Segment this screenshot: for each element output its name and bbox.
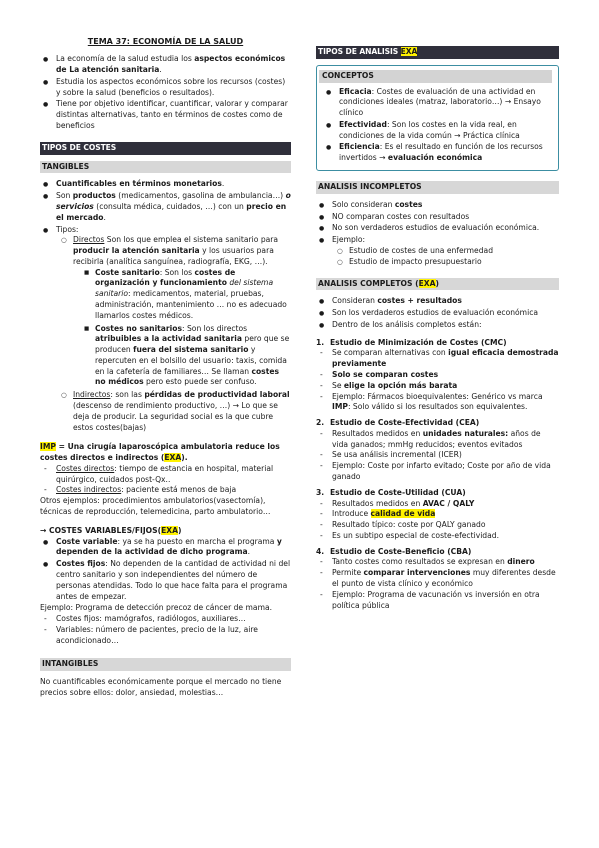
list-item: ● Eficacia: Costes de evaluación de una actividad en condiciones ideales (matraz, laboratorio…) → Ensayo clínico: [339, 87, 552, 119]
list-item: ○ Estudio de impacto presupuestario: [349, 257, 559, 268]
list-item: - Se usa análisis incremental (ICER): [332, 450, 559, 461]
list-item: ● Cuantificables en términos monetarios.: [56, 179, 291, 190]
ejemplo-list: [40, 614, 291, 646]
list-item: - Costes directos: tiempo de estancia en hospital, material quirúrgico, cuidados post-Qx..: [56, 464, 291, 486]
left-column: [40, 0, 291, 699]
list-item: - Es un subtipo especial de coste-efectividad.: [332, 531, 559, 542]
page-title: TEMA 37: ECONOMÍA DE LA SALUD: [87, 37, 244, 46]
imp-note: IMP = Una cirugía laparoscópica ambulatoria reduce los costes directos e indirectos (EXA).: [40, 442, 280, 463]
list-item: ● Ejemplo: ○ Estudio de costes de una enfermedad ○ Estudio de impacto presupuestario: [332, 235, 559, 267]
list-item: ● Son productos (medicamentos, gasolina de ambulancia…) o servicios (consulta médica, cuidados, …) con un precio en el mercado.: [56, 191, 291, 223]
list-item: - Tanto costes como resultados se expresan en dinero: [332, 557, 559, 568]
list-item: ● Son los verdaderos estudios de evaluación económica: [332, 308, 559, 319]
list-item: - Variables: número de pacientes, precio de la luz, aire acondicionado…: [56, 625, 291, 647]
list-item: ● Tipos: ○ Directos Son los que emplea el sistema sanitario para producir la atención sanitaria y los usuarios para recibirla (analítica sanguínea, radiografía, EKG, …). ■ Coste sanitario: Son los costes de organización y funcionamiento del sistema sanitario: medicamentos, material, pruebas, administración, mantenimiento … no es adecuado llamarlos costes médicos. ■ Costes no sanitarios: Son los directos atribuibles a la actividad sanitaria pero que se producen fuera del sistema sanitario y repercuten en el bolsillo del usuario: taxis, comida en la cafetería de familiares… Se llaman costes no médicos pero esto puede ser confuso. ○ Indirectos: son las pérdidas de productividad laboral (descenso de rendimiento productivo, …) → Lo que se deja de producir. La seguridad social es la que cubre estos costes(bajas): [56, 225, 291, 434]
list-item: ● Solo consideran costes: [332, 200, 559, 211]
list-item: ○ Estudio de costes de una enfermedad: [349, 246, 559, 257]
list-item: ● Costes fijos: No dependen de la cantidad de actividad ni del centro sanitario y son independientes del número de personas atendidas. Todo lo que hace falta para el programa antes de empezar.: [56, 559, 291, 602]
completos-list: [316, 296, 559, 330]
list-item: ● Dentro de los análisis completos están:: [332, 320, 559, 331]
concepts-box: [316, 65, 559, 171]
list-item: - Costes indirectos: paciente está menos de baja: [56, 485, 291, 496]
study-cba: 4. Estudio de Coste-Beneficio (CBA) - Tanto costes como resultados se expresan en dinero - Permite comparar intervenciones muy diferentes desde el punto de vista clínico y económico - Ejemplo: Programa de vacunación vs inversión en otra política pública: [316, 547, 559, 612]
list-item: - Resultado típico: coste por QALY ganado: [332, 520, 559, 531]
imp-list: [40, 464, 291, 496]
list-item: - Resultados medidos en unidades naturales: años de vida ganados; mmHg reducidos; eventos evitados: [332, 429, 559, 451]
subheading-incompletos: ANALISIS INCOMPLETOS: [316, 181, 559, 194]
intangibles-text: No cuantificables económicamente porque el mercado no tiene precios sobre ellos: dolor, ansiedad, molestias…: [40, 677, 282, 697]
studies-list: [316, 338, 559, 612]
list-item: - Solo se comparan costes: [332, 370, 559, 381]
subheading-tangibles: TANGIBLES: [40, 161, 291, 174]
otros-ejemplos: Otros ejemplos: procedimientos ambulatorios(vasectomía), técnicas de reproducción, telemedicina, parto ambulatorio…: [40, 496, 271, 517]
directos-sublist: [73, 268, 291, 389]
tangibles-list: [40, 179, 291, 433]
list-item: - Ejemplo: Coste por infarto evitado; Coste por año de vida ganado: [332, 461, 559, 483]
list-item: - Introduce calidad de vida: [332, 509, 559, 520]
list-item: ● Tiene por objetivo identificar, cuantificar, valorar y comparar distintas alternativas, tanto en términos de costes como de beneficios: [56, 99, 291, 131]
list-item: - Ejemplo: Fármacos bioequivalentes: Genérico vs marca IMP: Solo válido si los resultados son equivalentes.: [332, 392, 559, 414]
concepts-heading: CONCEPTOS: [319, 70, 552, 83]
section-heading-tipos-costes: TIPOS DE COSTES: [40, 142, 291, 155]
list-item: ● Efectividad: Son los costes en la vida real, en condiciones de la vida común → Práctica clínica: [339, 120, 552, 142]
incompletos-examples: [332, 246, 559, 268]
list-item: ● Estudia los aspectos económicos sobre los recursos (costes) y sobre la salud (beneficios o resultados).: [56, 77, 291, 99]
list-item: - Se comparan alternativas con igual eficacia demostrada previamente: [332, 348, 559, 370]
section-heading-tipos-analisis: TIPOS DE ANALISIS EXA: [316, 46, 559, 59]
intro-list: [40, 54, 291, 131]
list-item: ● NO comparan costes con resultados: [332, 212, 559, 223]
ejemplo-programa: Ejemplo: Programa de detección precoz de cáncer de mama.: [40, 603, 273, 613]
tipos-sublist: [56, 235, 291, 433]
list-item: ● La economía de la salud estudia los aspectos económicos de La atención sanitaria.: [56, 54, 291, 76]
list-item: - Resultados medidos en AVAC / QALY: [332, 499, 559, 510]
list-item: - Costes fijos: mamógrafos, radiólogos, auxiliares…: [56, 614, 291, 625]
list-item: ■ Coste sanitario: Son los costes de organización y funcionamiento del sistema sanitario: medicamentos, material, pruebas, administración, mantenimiento … no es adecuado llamarlos costes médicos.: [95, 268, 291, 322]
study-cua: 3. Estudio de Coste-Utilidad (CUA) - Resultados medidos en AVAC / QALY - Introduce calidad de vida - Resultado típico: coste por QALY ganado - Es un subtipo especial de coste-efectividad.: [316, 488, 559, 542]
list-item-indirectos: ○ Indirectos: son las pérdidas de productividad laboral (descenso de rendimiento productivo, …) → Lo que se deja de producir. La seguridad social es la que cubre estos costes(bajas): [73, 390, 291, 433]
list-item: ● Coste variable: ya se ha puesto en marcha el programa y dependen de la actividad de dicho programa.: [56, 537, 291, 559]
list-item-directos: ○ Directos Son los que emplea el sistema sanitario para producir la atención sanitaria y los usuarios para recibirla (analítica sanguínea, radiografía, EKG, …). ■ Coste sanitario: Son los costes de organización y funcionamiento del sistema sanitario: medicamentos, material, pruebas, administración, mantenimiento … no es adecuado llamarlos costes médicos. ■ Costes no sanitarios: Son los directos atribuibles a la actividad sanitaria pero que se producen fuera del sistema sanitario y repercuten en el bolsillo del usuario: taxis, comida en la cafetería de familiares… Se llaman costes no médicos pero esto puede ser confuso.: [73, 235, 291, 388]
study-cea: 2. Estudio de Coste-Efectividad (CEA) - Resultados medidos en unidades naturales: años de vida ganados; mmHg reducidos; eventos evitados - Se usa análisis incremental (ICER) - Ejemplo: Coste por infarto evitado; Coste por año de vida ganado: [316, 418, 559, 483]
subheading-completos: ANALISIS COMPLETOS (EXA): [316, 278, 559, 291]
list-item: ■ Costes no sanitarios: Son los directos atribuibles a la actividad sanitaria pero que se producen fuera del sistema sanitario y repercuten en el bolsillo del usuario: taxis, comida en la cafetería de familiares… Se llaman costes no médicos pero esto puede ser confuso.: [95, 324, 291, 389]
right-column: [316, 0, 559, 616]
incompletos-list: [316, 200, 559, 268]
study-cmc: 1. Estudio de Minimización de Costes (CMC) - Se comparan alternativas con igual eficacia demostrada previamente - Solo se comparan costes - Se elige la opción más barata - Ejemplo: Fármacos bioequivalentes: Genérico vs marca IMP: Solo válido si los resultados son equivalentes.: [316, 338, 559, 413]
concepts-list: [323, 87, 552, 164]
list-item: - Se elige la opción más barata: [332, 381, 559, 392]
list-item: ● Consideran costes + resultados: [332, 296, 559, 307]
subheading-intangibles: INTANGIBLES: [40, 658, 291, 671]
list-item: - Permite comparar intervenciones muy diferentes desde el punto de vista clínico y económico: [332, 568, 559, 590]
variables-fijos-list: [40, 537, 291, 603]
variables-fijos-heading: → COSTES VARIABLES/FIJOS(EXA): [40, 525, 182, 535]
list-item: - Ejemplo: Programa de vacunación vs inversión en otra política pública: [332, 590, 559, 612]
list-item: ● No son verdaderos estudios de evaluación económica.: [332, 223, 559, 234]
list-item: ● Eficiencia: Es el resultado en función de los recursos invertidos → evaluación económica: [339, 142, 552, 164]
